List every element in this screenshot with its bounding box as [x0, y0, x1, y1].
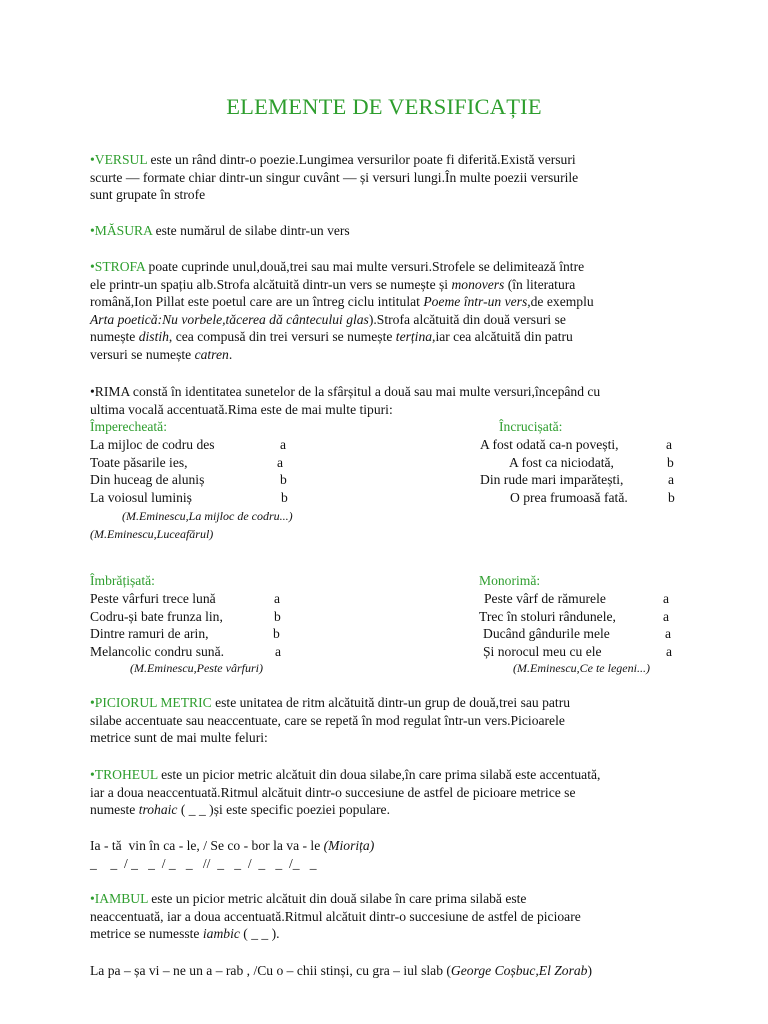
monorima-label: Monorimă: [479, 573, 541, 588]
poem-line: La voiosul luminiș [90, 489, 192, 505]
poem-line: La mijloc de codru des [90, 437, 215, 452]
imperecheata-label: Împerecheată: [90, 419, 167, 434]
rhyme-letter: a [275, 643, 282, 659]
iambul-line-2: neaccentuată, iar a doua accentuată.Ritmul alcătuit dintr-o succesiune de astfel de picioare [90, 908, 581, 924]
imbratisata-label: Îmbrățișată: [90, 573, 155, 588]
troheul-line-2: iar a doua neaccentuată.Ritmul alcătuit dintr-o succesiune de astfel de picioare metrice se [90, 784, 576, 800]
rhyme-letter: a [665, 626, 672, 642]
strofa-line-2a: ele printr-un spațiu alb.Strofa alcătuită dintr-un vers se numește și [90, 276, 452, 292]
imbratisata-poem [90, 590, 300, 660]
versul-line-1: este un rând dintr-o poezie.Lungimea versurilor poate fi diferită.Există versuri [147, 152, 576, 167]
imbratisata-citation: (M.Eminescu,Peste vârfuri) [130, 661, 263, 675]
iambul-example-close: ) [587, 963, 593, 978]
poem-line: Melancolic condru sună. [90, 643, 225, 659]
poem-line: A fost odată ca-n povești, [480, 437, 619, 452]
strofa-paragraph [90, 258, 690, 364]
poem-line: A fost ca niciodată, [509, 454, 614, 470]
poem-line: Codru-și bate frunza lin, [90, 608, 223, 624]
rhyme-letter: b [667, 454, 674, 470]
rhyme-letter: b [273, 626, 280, 642]
rhyme-letter: b [274, 608, 281, 624]
iambul-term: •IAMBUL [90, 891, 148, 906]
rhyme-letter: a [663, 591, 670, 606]
imperecheata-poem [90, 436, 310, 506]
masura-term: •MĂSURA [90, 223, 153, 238]
page-title: ELEMENTE DE VERSIFICAȚIE [226, 94, 542, 119]
strofa-tertina: terțina [395, 329, 433, 345]
iambul-example [90, 962, 592, 980]
poem-line: Din rude mari imparătești, [480, 472, 624, 488]
versul-term: •VERSUL [90, 152, 148, 167]
iambul-iambic: iambic [202, 926, 240, 942]
piciorul-line-3: metrice sunt de mai multe feluri: [90, 730, 268, 746]
piciorul-line-2: silabe accentuate sau neaccentuate, care se repetă în mod regulat într-un vers.Picioarele [90, 712, 565, 728]
poem-line: Și norocul meu cu ele [483, 643, 602, 659]
poem-line: Dintre ramuri de arin, [90, 626, 209, 642]
iambul-paragraph [90, 890, 690, 943]
rhyme-letter: a [277, 454, 284, 470]
strofa-line-6a: versuri se numește [90, 346, 195, 362]
strofa-line-2b: (în literatura [504, 276, 576, 292]
iambul-line-1: este un picior metric alcătuit din două silabe în care prima silabă este [147, 891, 527, 906]
strofa-line-5c: ,iar cea alcătuită din patru [432, 329, 573, 345]
strofa-line-6b: . [228, 346, 233, 362]
iambul-example-source: George Coșbuc,El Zorab [450, 963, 588, 978]
strofa-line-3b: ,de exemplu [527, 294, 594, 310]
strofa-line-5a: numește [90, 329, 139, 345]
strofa-arta-poetica: Arta poetică:Nu vorbele,tăcerea dă cântecului glas [90, 311, 369, 327]
troheul-example-text: Ia - tă vin în ca - le, / Se co - bor la va - le [90, 838, 324, 853]
strofa-distih: distih [138, 329, 169, 345]
troheul-line-3b: ( _ _ )și este specific poeziei populare. [177, 802, 390, 818]
versul-line-3: sunt grupate în strofe [90, 187, 206, 203]
masura-paragraph [90, 222, 690, 240]
strofa-monovers: monovers [451, 276, 505, 292]
strofa-catren: catren [194, 346, 229, 362]
rhyme-letter: a [666, 437, 673, 452]
troheul-example [90, 837, 374, 855]
piciorul-line-1: este unitatea de ritm alcătuită dintr-un grup de două,trei sau patru [211, 695, 571, 710]
masura-text: este numărul de silabe dintr-un vers [152, 223, 350, 238]
iambul-line-3a: metrice se numesste [90, 926, 203, 942]
poem-line: O prea frumoasă fată. [510, 489, 628, 505]
rhyme-letter: a [666, 643, 673, 659]
rhyme-letter: a [663, 608, 670, 624]
strofa-poeme: Poeme într-un vers [423, 294, 528, 310]
piciorul-paragraph [90, 694, 690, 747]
troheul-term: •TROHEUL [90, 767, 158, 782]
poem-line: Toate păsarile ies, [90, 454, 188, 470]
rhyme-letter: b [280, 472, 287, 488]
troheul-meter: _ _ / _ _ / _ _ // _ _ / _ _ /_ _ [90, 856, 317, 871]
rima-line-2: ultima vocală accentuată.Rima este de mai multe tipuri: [90, 401, 393, 417]
monorima-poem [470, 590, 690, 660]
imperecheata-citation: (M.Eminescu,La mijloc de codru...) [122, 509, 293, 523]
luceafarul-citation: (M.Eminescu,Luceafărul) [90, 527, 214, 541]
strofa-line-5b: , cea compusă din trei versuri se numește [168, 329, 396, 345]
rhyme-letter: b [281, 489, 288, 505]
incrucisata-poem [470, 436, 690, 506]
iambul-line-3b: ( _ _ ). [239, 926, 280, 942]
rhyme-letter: a [668, 472, 675, 488]
strofa-line-4b: ).Strofa alcătuită din două versuri se [368, 311, 566, 327]
rima-line-1: •RIMA constă în identitatea sunetelor de la sfârșitul a două sau mai multe versuri,începând cu [90, 384, 601, 399]
iambul-example-text: La pa – șa vi – ne un a – rab , /Cu o – chii stinși, cu gra – iul slab ( [90, 963, 451, 978]
rhyme-letter: b [668, 489, 675, 505]
poem-line: Ducând gândurile mele [483, 626, 610, 642]
strofa-line-3a: română,Ion Pillat este poetul care are un întreg ciclu intitulat [90, 294, 424, 310]
piciorul-term: •PICIORUL METRIC [90, 695, 212, 710]
versul-line-2: scurte — formate chiar dintr-un singur cuvânt — și versuri lungi.În multe poezii versurile [90, 169, 579, 185]
poem-line: Peste vârf de rămurele [484, 591, 606, 606]
poem-line: Din huceag de aluniș [90, 472, 205, 488]
troheul-paragraph [90, 766, 690, 819]
rhyme-letter: a [274, 591, 281, 606]
troheul-trohaic: trohaic [138, 802, 178, 818]
versul-paragraph [90, 151, 690, 204]
poem-line: Peste vârfuri trece lună [90, 591, 216, 606]
rhyme-letter: a [280, 437, 287, 452]
troheul-line-1: este un picior metric alcătuit din doua silabe,în care prima silabă este accentuată, [157, 767, 601, 782]
poem-line: Trec în stoluri rândunele, [479, 608, 616, 624]
strofa-term: •STROFA [90, 259, 146, 274]
monorima-citation: (M.Eminescu,Ce te legeni...) [513, 661, 650, 675]
troheul-line-3a: numeste [90, 802, 139, 818]
troheul-example-source: (Miorița) [323, 838, 375, 853]
incrucisata-label: Încrucișată: [499, 419, 563, 434]
strofa-line-1: poate cuprinde unul,două,trei sau mai multe versuri.Strofele se delimitează între [145, 259, 585, 274]
rima-paragraph [90, 383, 690, 418]
